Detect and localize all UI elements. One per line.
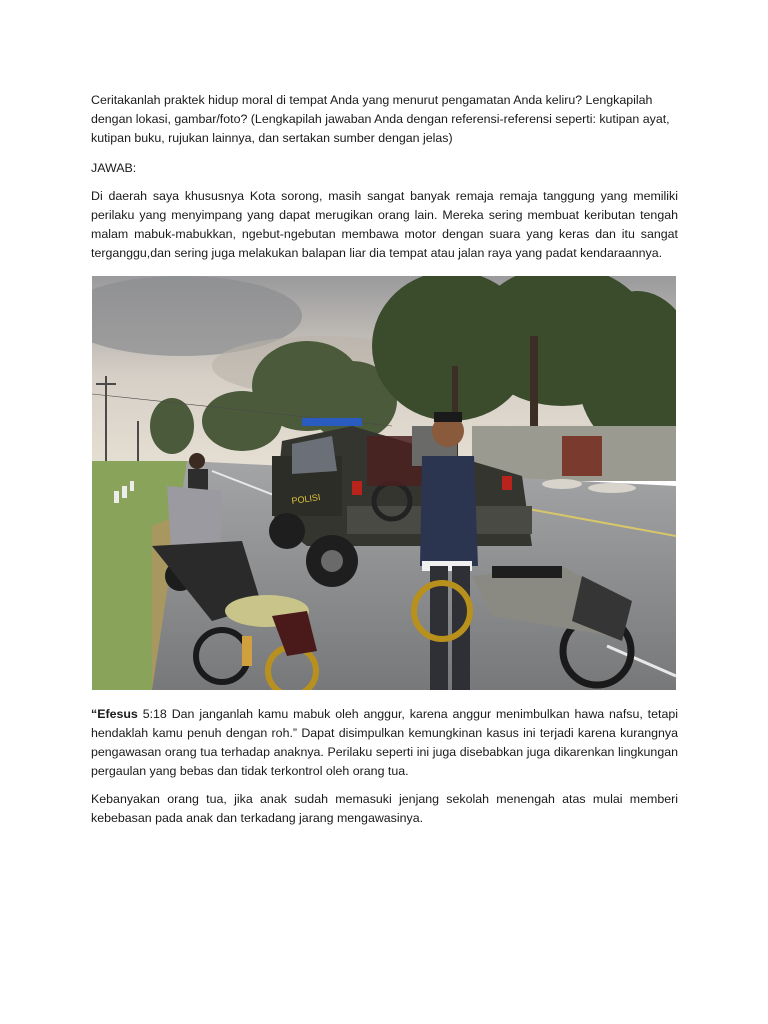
- answer-heading: JAWAB:: [91, 161, 137, 175]
- answer-paragraph: Di daerah saya khususnya Kota sorong, masih sangat banyak remaja remaja tanggung yang memiliki perilaku yang menyimpang yang dapat merugikan orang lain. Mereka sering membuat keributan tengah malam mabuk-mabukkan, ngebut-ngebutan membawa motor dengan suara yang keras dan itu sangat terganggu,dan sering juga melakukan balapan liar dia tempat atau jalan raya yang padat kendaraannya.: [91, 189, 678, 260]
- vehicle-text: POLISI: [290, 492, 322, 506]
- closing-paragraph: Kebanyakan orang tua, jika anak sudah memasuki jenjang sekolah menengah atas mulai memberi kebebasan pada anak dan terkadang jarang mengawasinya.: [91, 792, 678, 825]
- roadside-photo: [92, 276, 676, 690]
- verse-text: 5:18 Dan janganlah kamu mabuk oleh anggur, karena anggur menimbulkan hawa nafsu, tetapi hendaklah kamu penuh dengan roh.” Dapat disimpulkan kemungkinan kasus ini terjadi karena kurangnya pengawasan orang tua terhadap anaknya. Perilaku seperti ini juga disebabkan juga dikarenkan lingkungan pergaulan yang bebas dan tidak terkontrol oleh orang tua.: [91, 707, 678, 778]
- question-paragraph: Ceritakanlah praktek hidup moral di tempat Anda yang menurut pengamatan Anda keliru? Lengkapilah dengan lokasi, gambar/foto? (Lengkapilah jawaban Anda dengan referensi-referensi seperti: kutipan ayat, kutipan buku, rujukan lainnya, dan sertakan sumber dengan jelas): [91, 93, 670, 145]
- verse-paragraph: [91, 705, 678, 781]
- verse-reference: “Efesus: [91, 707, 138, 721]
